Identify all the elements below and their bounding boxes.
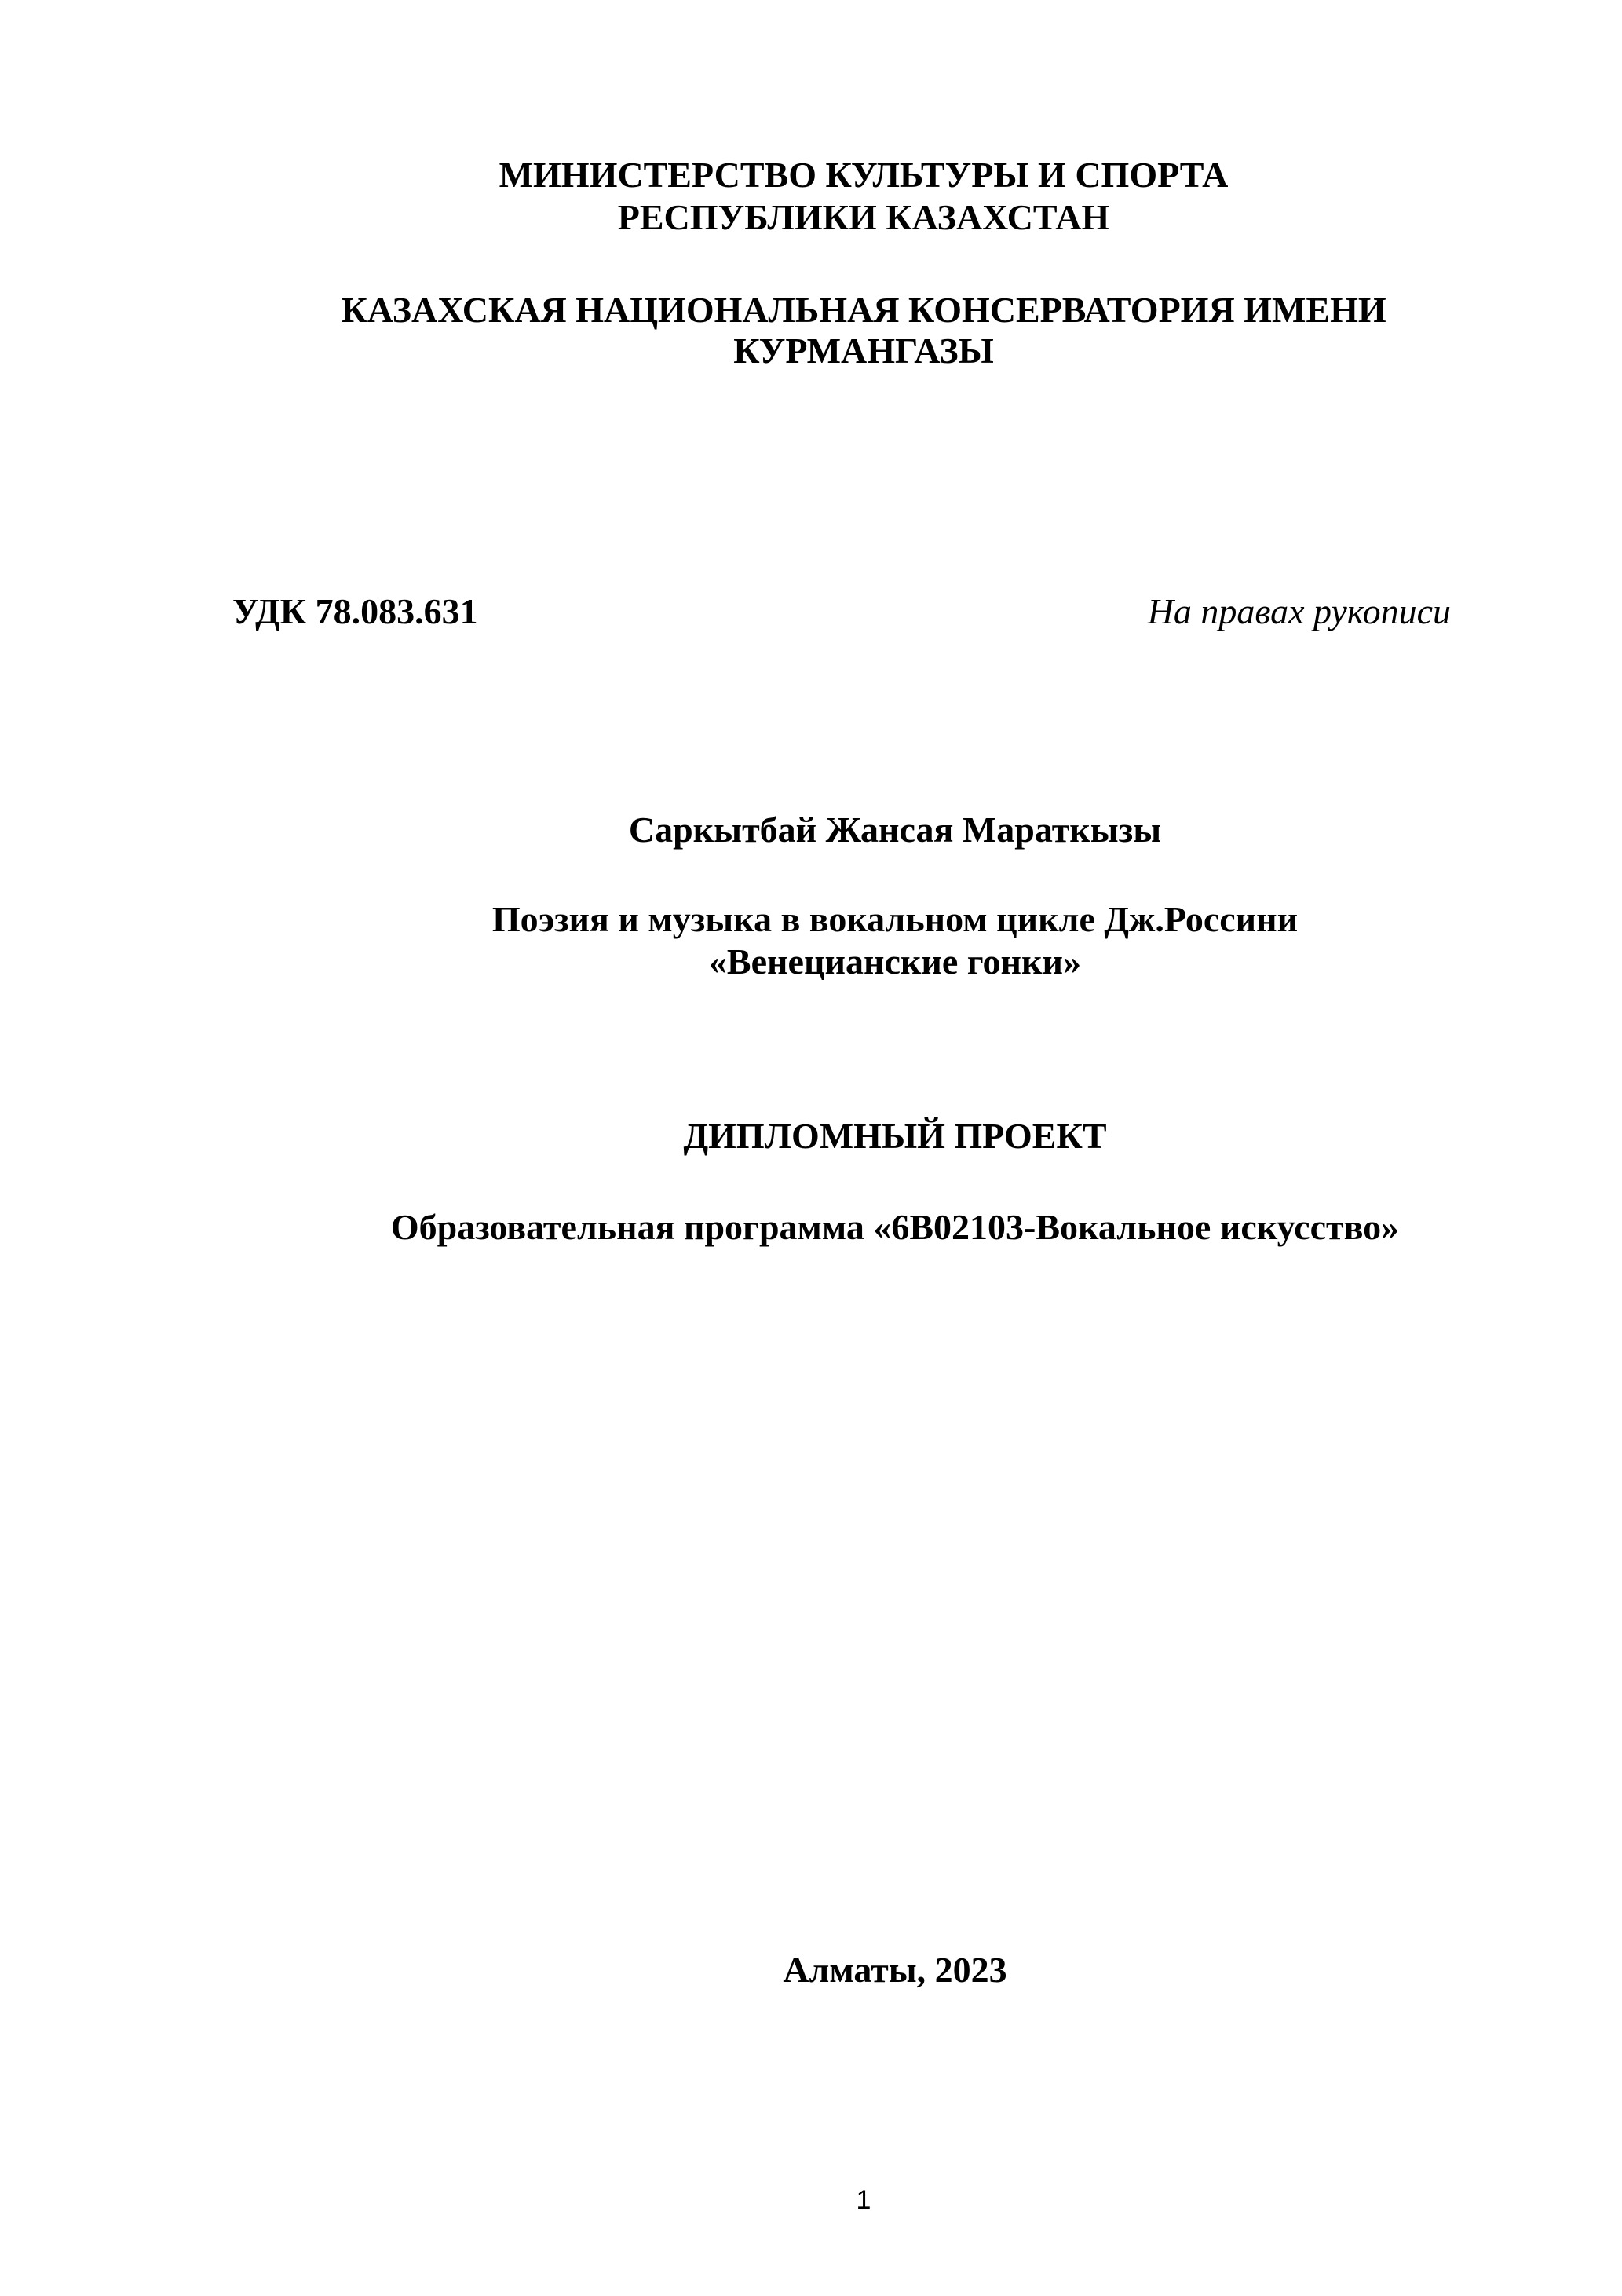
- institution-name-line-1: КАЗАХСКАЯ НАЦИОНАЛЬНАЯ КОНСЕРВАТОРИЯ ИМЕНИ: [341, 290, 1386, 330]
- manuscript-rights-note: На правах рукописи: [1147, 591, 1451, 631]
- city-and-year: Алматы, 2023: [783, 1950, 1007, 1990]
- page-number: 1: [856, 2185, 871, 2215]
- educational-program: Образовательная программа «6В02103-Вокальное искусство»: [390, 1207, 1400, 1247]
- ministry-name-line-1: МИНИСТЕРСТВО КУЛЬТУРЫ И СПОРТА: [499, 155, 1229, 195]
- institution-name-line-2: КУРМАНГАЗЫ: [733, 331, 994, 371]
- work-title-line-1: Поэзия и музыка в вокальном цикле Дж.Россини: [491, 899, 1299, 939]
- udk-code: УДК 78.083.631: [232, 591, 478, 631]
- work-title-line-2: «Венецианские гонки»: [708, 941, 1082, 982]
- author-name: Саркытбай Жансая Мараткызы: [628, 810, 1162, 850]
- ministry-name-line-2: РЕСПУБЛИКИ КАЗАХСТАН: [617, 197, 1110, 237]
- document-type: ДИПЛОМНЫЙ ПРОЕКТ: [683, 1116, 1107, 1156]
